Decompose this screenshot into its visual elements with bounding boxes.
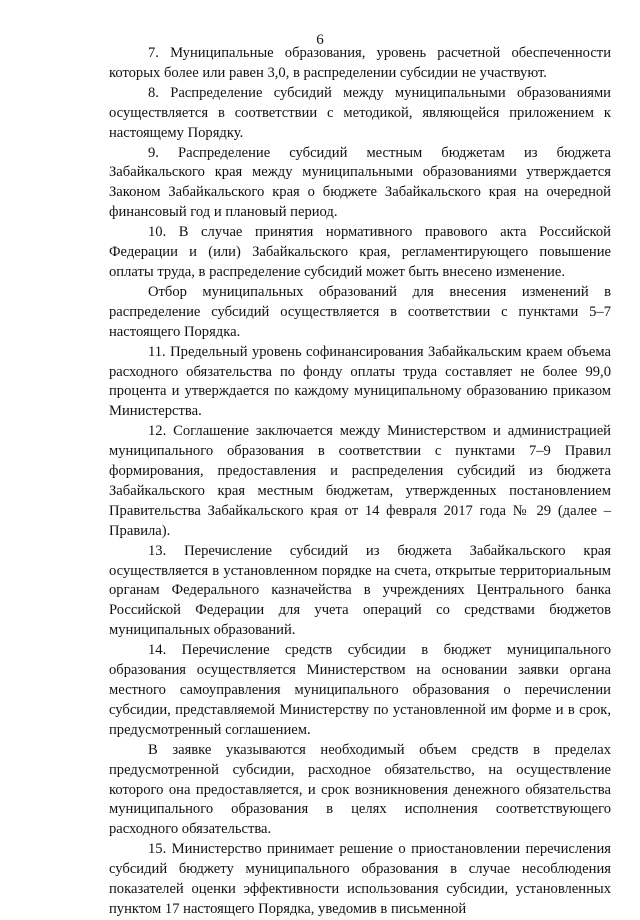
paragraph-9: 9. Распределение субсидий местным бюджетам из бюджета Забайкальского края между муниципальными образованиями утверждается Законом Забайкальского края о бюджете Забайкальского края на очередной финансовый год и плановый период.: [109, 144, 611, 221]
paragraph-14: 14. Перечисление средств субсидии в бюджет муниципального образования осуществляется Министерством на основании заявки органа местного самоуправления муниципального образования о перечислении субсидии, представляемой Министерству по установленной им форме и в срок, предусмотренный соглашением.: [109, 642, 611, 738]
paragraph-11: 11. Предельный уровень софинансирования Забайкальским краем объема расходного обязательства по фонду оплаты труда составляет не более 99,0 процента и утверждается по каждому муниципальному образованию приказом Министерства.: [109, 343, 611, 420]
paragraph-10: 10. В случае принятия нормативного правового акта Российской Федерации и (или) Забайкальского края, регламентирующего повышение оплаты труда, в распределение субсидий может быть внесено изменение.: [109, 224, 611, 280]
paragraph-10-selection: Отбор муниципальных образований для внесения изменений в распределение субсидий осуществляется в соответствии с пунктами 5–7 настоящего Порядка.: [109, 283, 611, 340]
document-body: [109, 44, 611, 920]
paragraph-13: 13. Перечисление субсидий из бюджета Забайкальского края осуществляется в установленном порядке на счета, открытые территориальным органам Федерального казначейства в учреждениях Центрального банка Российской Федерации для учета операций со средствами бюджетов муниципальных образований.: [109, 542, 611, 639]
paragraph-8: 8. Распределение субсидий между муниципальными образованиями осуществляется в соответствии с методикой, являющейся приложением к настоящему Порядку.: [109, 84, 611, 141]
page-number: 6: [316, 32, 324, 48]
paragraph-14-request: В заявке указываются необходимый объем средств в пределах предусмотренной субсидии, расходное обязательство, на осуществление которого она предоставляется, и срок возникновения денежного обязательства муниципального образования в целях исполнения соответствующего расходного обязательства.: [109, 741, 611, 838]
paragraph-12: 12. Соглашение заключается между Министерством и администрацией муниципального образования в соответствии с пунктами 7–9 Правил формирования, предоставления и распределения субсидий из бюджета Забайкальского края местным бюджетам, утвержденных постановлением Правительства Забайкальского края от 14 февраля 2017 года № 29 (далее – Правила).: [109, 423, 611, 539]
paragraph-7: 7. Муниципальные образования, уровень расчетной обеспеченности которых более или равен 3,0, в распределении субсидии не участвуют.: [109, 45, 611, 81]
paragraph-15: 15. Министерство принимает решение о приостановлении перечисления субсидий бюджету муниципального образования в случае несоблюдения показателей оценки эффективности использования субсидии, установленных пунктом 17 настоящего Порядка, уведомив в письменной: [109, 841, 611, 917]
